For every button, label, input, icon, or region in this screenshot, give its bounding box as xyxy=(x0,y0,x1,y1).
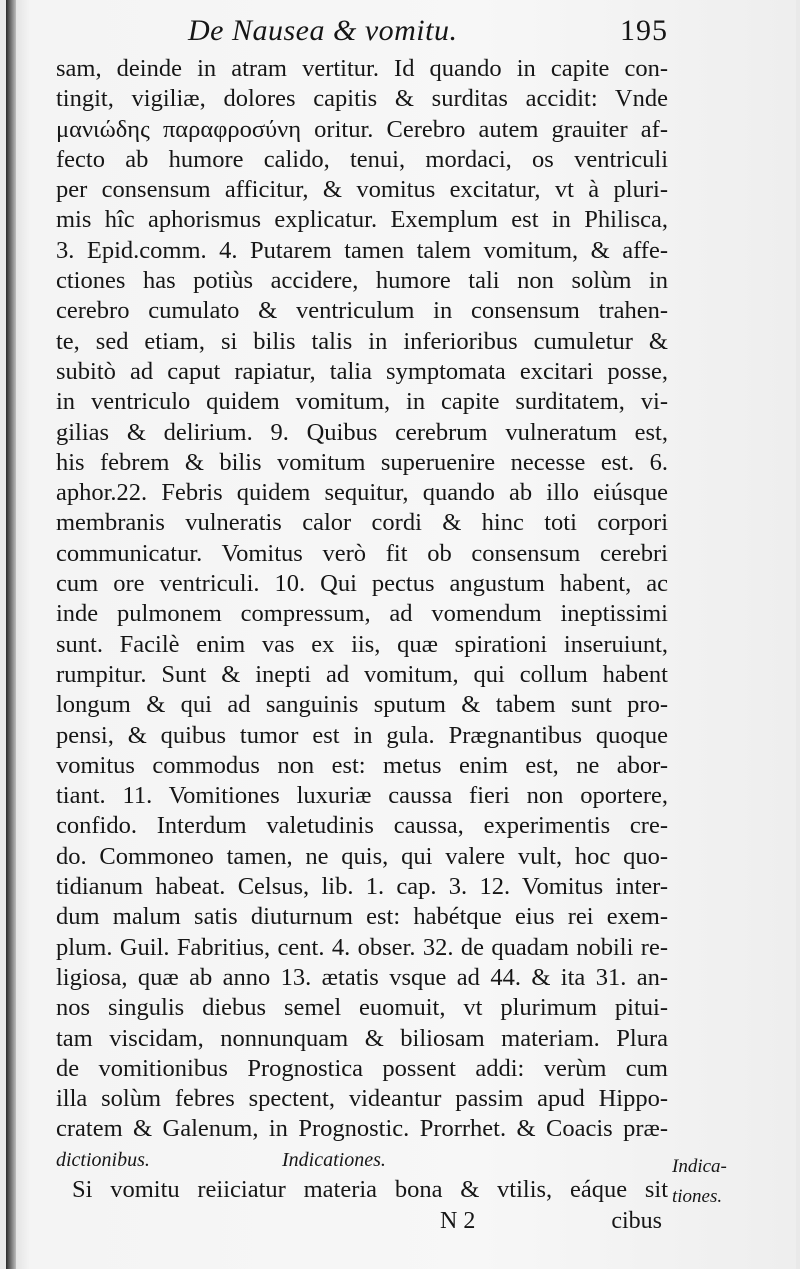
text-line: nos singulis diebus semel euomuit, vt plurimum pitui- xyxy=(56,994,668,1022)
text-line: gilias & delirium. 9. Quibus cerebrum vulneratum est, xyxy=(56,418,668,446)
text-line: sam, deinde in atram vertitur. Id quando in capite con- xyxy=(56,55,668,82)
text-line: ligiosa, quæ ab anno 13. ætatis vsque ad 44. & ita 31. an- xyxy=(56,963,668,991)
text-line: mis hîc aphorismus explicatur. Exemplum est in Philisca, xyxy=(56,206,668,234)
signature-mark: N 2 xyxy=(440,1208,476,1234)
text-line: his febrem & bilis vomitum superuenire necesse est. 6. xyxy=(56,448,668,476)
text-line: subitò ad caput rapiatur, talia symptomata excitari posse, xyxy=(56,357,668,385)
text-line: 3. Epid.comm. 4. Putarem tamen talem vomitum, & affe- xyxy=(56,236,668,264)
running-title: De Nausea & vomitu. xyxy=(188,14,458,47)
text-line: tam viscidam, nonnunquam & biliosam materiam. Plura xyxy=(56,1024,668,1052)
text-line: illa solùm febres spectent, videantur passim apud Hippo- xyxy=(56,1085,668,1113)
text-line: pensi, & quibus tumor est in gula. Prægnantibus quoque xyxy=(56,721,668,749)
text-line: confido. Interdum valetudinis caussa, experimentis cre- xyxy=(56,812,668,840)
text-line: rumpitur. Sunt & inepti ad vomitum, qui collum habent xyxy=(56,660,668,688)
text-line: cerebro cumulato & ventriculum in consensum trahen- xyxy=(56,297,668,325)
text-line: inde pulmonem compressum, ad vomendum ineptissimi xyxy=(56,600,668,628)
text-line: communicatur. Vomitus verò fit ob consensum cerebri xyxy=(56,539,668,567)
text-line: tingit, vigiliæ, dolores capitis & surditas accidit: Vnde xyxy=(56,85,668,113)
spacer xyxy=(518,1145,668,1175)
text-line: μανιώδης παραφροσύνη oritur. Cerebro autem grauiter af- xyxy=(56,115,668,143)
text-line-with-heading xyxy=(56,1145,668,1175)
text-line: dum malum satis diuturnum est: habétque eius rei exem- xyxy=(56,903,668,931)
text-line: vomitus commodus non est: metus enim est, ne abor- xyxy=(56,751,668,779)
text-line: tiant. 11. Vomitiones luxuriæ caussa fieri non oportere, xyxy=(56,782,668,810)
section-heading: Indicationes. xyxy=(282,1148,386,1171)
text-line: Si vomitu reiiciatur materia bona & vtilis, eáque sit xyxy=(72,1175,668,1203)
text-body xyxy=(56,54,668,1205)
text-line: in ventriculo quidem vomitum, in capite surditatem, vi- xyxy=(56,388,668,416)
text-line: sunt. Facilè enim vas ex iis, quæ spirationi inseruiunt, xyxy=(56,630,668,658)
text-line: cum ore ventriculi. 10. Qui pectus angustum habent, ac xyxy=(56,570,668,598)
text-line: longum & qui ad sanguinis sputum & tabem sunt pro- xyxy=(56,691,668,719)
page-binding-shadow xyxy=(6,0,16,1269)
text-line: per consensum afficitur, & vomitus excitatur, vt à pluri- xyxy=(56,176,668,204)
signature-line xyxy=(440,1208,662,1235)
text-line: fecto ab humore calido, tenui, mordaci, os ventriculi xyxy=(56,145,668,173)
marginal-note-line: Indica- xyxy=(672,1156,727,1177)
page-number: 195 xyxy=(620,14,668,47)
text-line: ctiones has potiùs accidere, humore tali non solùm in xyxy=(56,267,668,295)
running-header xyxy=(188,12,668,54)
text-line: do. Commoneo tamen, ne quis, qui valere vult, hoc quo- xyxy=(56,842,668,870)
catchword: cibus xyxy=(611,1208,662,1234)
text-line: plum. Guil. Fabritius, cent. 4. obser. 32. de quadam nobili re- xyxy=(56,933,668,961)
marginal-note xyxy=(672,1152,762,1212)
marginal-note-line: tiones. xyxy=(672,1186,723,1207)
text-line: aphor.22. Febris quidem sequitur, quando ab illo eiúsque xyxy=(56,479,668,507)
text-line: tidianum habeat. Celsus, lib. 1. cap. 3. 12. Vomitus inter- xyxy=(56,873,668,901)
line-end-word: dictionibus. xyxy=(56,1148,150,1171)
text-line: membranis vulneratis calor cordi & hinc toti corpori xyxy=(56,509,668,537)
text-line: te, sed etiam, si bilis talis in inferioribus cumuletur & xyxy=(56,327,668,355)
text-line: cratem & Galenum, in Prognostic. Prorrhet. & Coacis præ- xyxy=(56,1115,668,1143)
text-line: de vomitionibus Prognostica possent addi: verùm cum xyxy=(56,1054,668,1082)
